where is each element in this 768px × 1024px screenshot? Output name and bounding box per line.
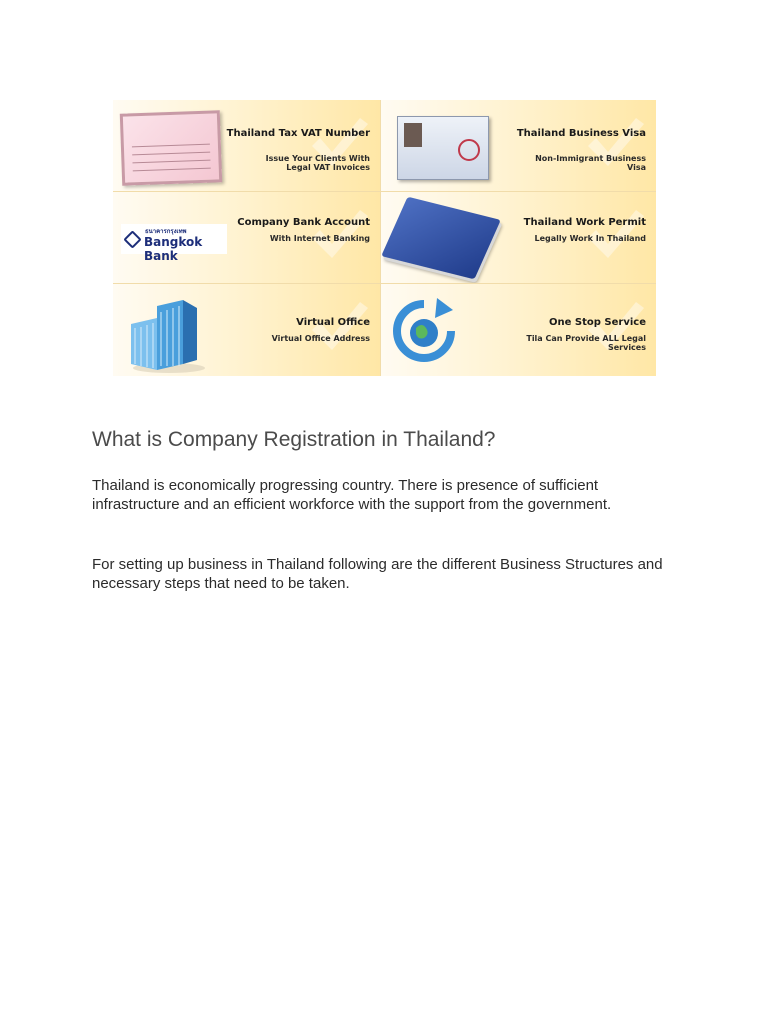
- tile-subtitle: Tila Can Provide ALL Legal Services: [526, 334, 646, 352]
- paragraph: Thailand is economically progressing country. There is presence of sufficient infrastructure and an efficient workforce with the support from the government.: [92, 477, 612, 513]
- passport-icon: [381, 197, 501, 280]
- tile-virtual-office: [113, 284, 381, 376]
- page-heading: What is Company Registration in Thailand?: [92, 428, 496, 451]
- tile-bank-account: [113, 192, 381, 284]
- bank-logo-thai-text: ธนาคารกรุงเทพ: [145, 229, 187, 235]
- certificate-icon: [120, 110, 222, 185]
- globe-refresh-icon: [391, 298, 457, 364]
- tile-subtitle: Non-Immigrant Business Visa: [535, 154, 646, 172]
- tile-title: Virtual Office: [296, 317, 370, 328]
- paragraph: For setting up business in Thailand following are the different Business Structures and necessary steps that need to be taken.: [92, 556, 663, 592]
- bangkok-bank-logo: [121, 224, 227, 263]
- tile-title: One Stop Service: [549, 317, 646, 328]
- services-banner: [113, 100, 656, 376]
- tile-title: Company Bank Account: [237, 217, 370, 228]
- visa-stamp: [458, 139, 480, 161]
- tile-business-visa: [381, 100, 656, 192]
- tile-work-permit: [381, 192, 656, 284]
- tile-title: Thailand Work Permit: [523, 217, 646, 228]
- checkmark-watermark-icon: [304, 294, 374, 364]
- bank-mark-icon: [123, 230, 141, 248]
- tile-subtitle: Virtual Office Address: [271, 334, 370, 343]
- tile-title: Thailand Tax VAT Number: [226, 128, 370, 139]
- visa-icon: [397, 116, 489, 180]
- tile-subtitle: With Internet Banking: [269, 234, 370, 243]
- tile-tax-vat: [113, 100, 381, 192]
- tile-title: Thailand Business Visa: [516, 128, 646, 139]
- tile-one-stop-service: [381, 284, 656, 376]
- visa-photo: [404, 123, 422, 147]
- tile-subtitle: Legally Work In Thailand: [534, 234, 646, 243]
- tile-subtitle: Issue Your Clients With Legal VAT Invoices: [265, 154, 370, 172]
- building-icon: [127, 298, 207, 374]
- bank-logo-name: Bangkok Bank: [144, 235, 203, 263]
- checkmark-watermark-icon: [580, 294, 650, 364]
